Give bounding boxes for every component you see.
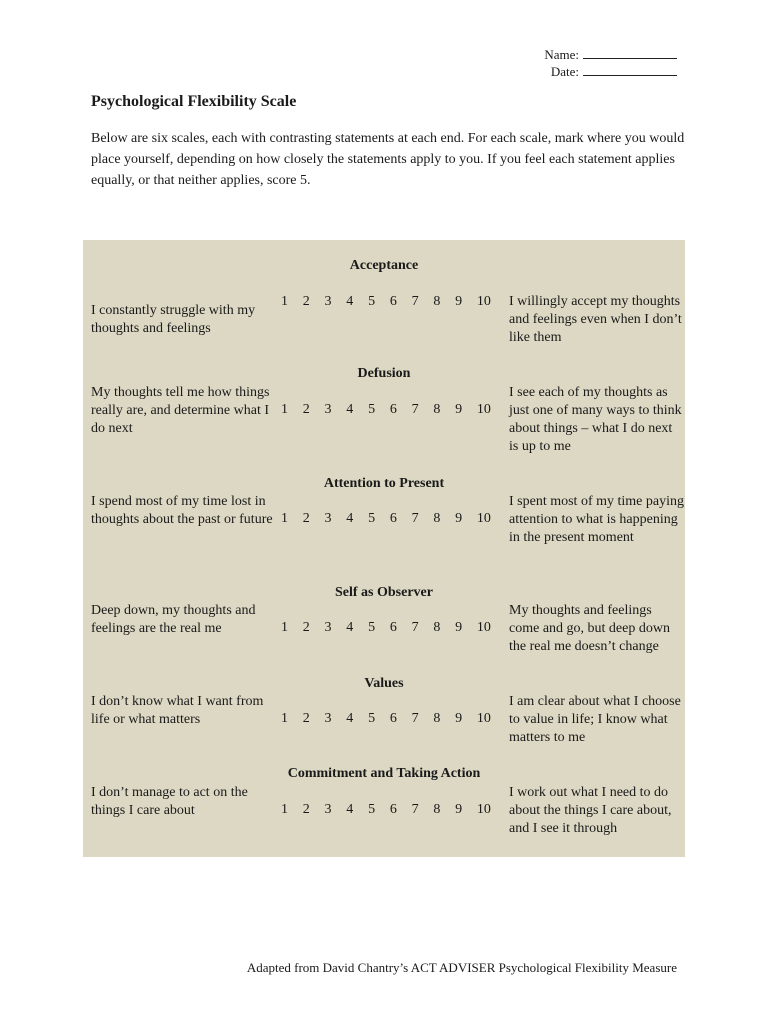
rating-option[interactable]: 4 xyxy=(346,294,354,309)
rating-option[interactable]: 9 xyxy=(455,620,463,635)
scale-title: Self as Observer xyxy=(335,585,433,600)
scale-title: Acceptance xyxy=(349,258,419,273)
rating-option[interactable]: 9 xyxy=(455,402,463,417)
rating-option[interactable]: 2 xyxy=(302,711,310,726)
rating-option[interactable]: 4 xyxy=(346,620,354,635)
rating-option[interactable]: 5 xyxy=(368,294,376,309)
rating-option[interactable]: 3 xyxy=(324,711,332,726)
rating-option[interactable]: 10 xyxy=(476,402,491,417)
scale-title: Values xyxy=(364,676,404,691)
rating-numbers xyxy=(281,294,491,310)
scale-right-statement: I see each of my thoughts as just one of many ways to think about things – what I do next is up to me xyxy=(509,385,682,454)
name-date-block xyxy=(544,46,677,80)
rating-option[interactable]: 3 xyxy=(324,511,332,526)
scale-right-statement: I work out what I need to do about the things I care about, and I see it through xyxy=(509,785,672,836)
rating-option[interactable]: 2 xyxy=(302,402,310,417)
scale-left-statement: I don’t know what I want from life or what matters xyxy=(91,694,264,727)
rating-option[interactable]: 8 xyxy=(433,802,441,817)
rating-option[interactable]: 6 xyxy=(389,620,397,635)
rating-numbers xyxy=(281,620,491,636)
rating-option[interactable]: 1 xyxy=(281,402,288,417)
rating-option[interactable]: 8 xyxy=(433,711,441,726)
rating-option[interactable]: 9 xyxy=(455,802,463,817)
rating-option[interactable]: 1 xyxy=(281,294,288,309)
rating-numbers xyxy=(281,802,491,818)
scale-left-statement: My thoughts tell me how things really are, and determine what I do next xyxy=(91,385,270,436)
name-label: Name: xyxy=(544,47,579,62)
scale-title: Defusion xyxy=(357,366,411,381)
rating-option[interactable]: 1 xyxy=(281,511,288,526)
scale-right-statement: I spent most of my time paying attention to what is happening in the present moment xyxy=(509,494,684,545)
scale-right-statement: My thoughts and feelings come and go, but deep down the real me doesn’t change xyxy=(509,603,670,654)
rating-option[interactable]: 2 xyxy=(302,802,310,817)
rating-option[interactable]: 2 xyxy=(302,294,310,309)
rating-option[interactable]: 6 xyxy=(389,802,397,817)
rating-option[interactable]: 10 xyxy=(476,294,491,309)
scale-right-statement: I am clear about what I choose to value in life; I know what matters to me xyxy=(509,694,681,745)
scale-right-statement: I willingly accept my thoughts and feelings even when I don’t like them xyxy=(509,294,682,345)
rating-option[interactable]: 10 xyxy=(476,620,491,635)
scale-left-statement: I don’t manage to act on the things I care about xyxy=(91,785,248,818)
rating-option[interactable]: 7 xyxy=(411,402,419,417)
rating-option[interactable]: 3 xyxy=(324,402,332,417)
rating-option[interactable]: 10 xyxy=(476,711,491,726)
rating-option[interactable]: 8 xyxy=(433,620,441,635)
rating-option[interactable]: 2 xyxy=(302,620,310,635)
instructions: Below are six scales, each with contrasting statements at each end. For each scale, mark where you would place yourself, depending on how closely the statements apply to you. If you feel each statement applies equally, or that neither applies, score 5. xyxy=(91,131,685,188)
rating-option[interactable]: 7 xyxy=(411,511,419,526)
rating-option[interactable]: 4 xyxy=(346,402,354,417)
rating-option[interactable]: 6 xyxy=(389,711,397,726)
rating-option[interactable]: 7 xyxy=(411,711,419,726)
page-title: Psychological Flexibility Scale xyxy=(91,93,297,110)
name-row xyxy=(544,46,677,63)
scale-left-statement: I constantly struggle with my thoughts and feelings xyxy=(91,303,256,336)
scale-title: Commitment and Taking Action xyxy=(287,766,481,781)
rating-numbers xyxy=(281,511,491,527)
rating-option[interactable]: 3 xyxy=(324,802,332,817)
rating-option[interactable]: 5 xyxy=(368,402,376,417)
rating-option[interactable]: 7 xyxy=(411,620,419,635)
rating-option[interactable]: 1 xyxy=(281,802,288,817)
rating-option[interactable]: 3 xyxy=(324,620,332,635)
footer-attribution: Adapted from David Chantry’s ACT ADVISER Psychological Flexibility Measure xyxy=(246,960,677,975)
date-label: Date: xyxy=(550,64,579,79)
rating-option[interactable]: 9 xyxy=(455,711,463,726)
rating-option[interactable]: 4 xyxy=(346,511,354,526)
scale-left-statement: I spend most of my time lost in thoughts about the past or future xyxy=(91,494,273,527)
rating-option[interactable]: 4 xyxy=(346,711,354,726)
rating-option[interactable]: 5 xyxy=(368,511,376,526)
rating-option[interactable]: 3 xyxy=(324,294,332,309)
rating-numbers xyxy=(281,402,491,418)
rating-option[interactable]: 1 xyxy=(281,711,288,726)
name-field[interactable] xyxy=(583,47,677,59)
rating-option[interactable]: 5 xyxy=(368,711,376,726)
scales-panel xyxy=(83,240,685,857)
scale-title: Attention to Present xyxy=(323,476,445,491)
rating-option[interactable]: 6 xyxy=(389,402,397,417)
rating-option[interactable]: 9 xyxy=(455,294,463,309)
rating-option[interactable]: 7 xyxy=(411,294,419,309)
rating-option[interactable]: 9 xyxy=(455,511,463,526)
rating-option[interactable]: 8 xyxy=(433,294,441,309)
rating-option[interactable]: 10 xyxy=(476,511,491,526)
rating-option[interactable]: 1 xyxy=(281,620,288,635)
rating-option[interactable]: 6 xyxy=(389,294,397,309)
date-row xyxy=(544,63,677,80)
rating-option[interactable]: 5 xyxy=(368,620,376,635)
rating-option[interactable]: 8 xyxy=(433,402,441,417)
rating-option[interactable]: 10 xyxy=(476,802,491,817)
rating-option[interactable]: 4 xyxy=(346,802,354,817)
scale-left-statement: Deep down, my thoughts and feelings are the real me xyxy=(91,603,256,636)
rating-option[interactable]: 5 xyxy=(368,802,376,817)
rating-numbers xyxy=(281,711,491,727)
rating-option[interactable]: 2 xyxy=(302,511,310,526)
rating-option[interactable]: 8 xyxy=(433,511,441,526)
rating-option[interactable]: 6 xyxy=(389,511,397,526)
rating-option[interactable]: 7 xyxy=(411,802,419,817)
date-field[interactable] xyxy=(583,64,677,76)
